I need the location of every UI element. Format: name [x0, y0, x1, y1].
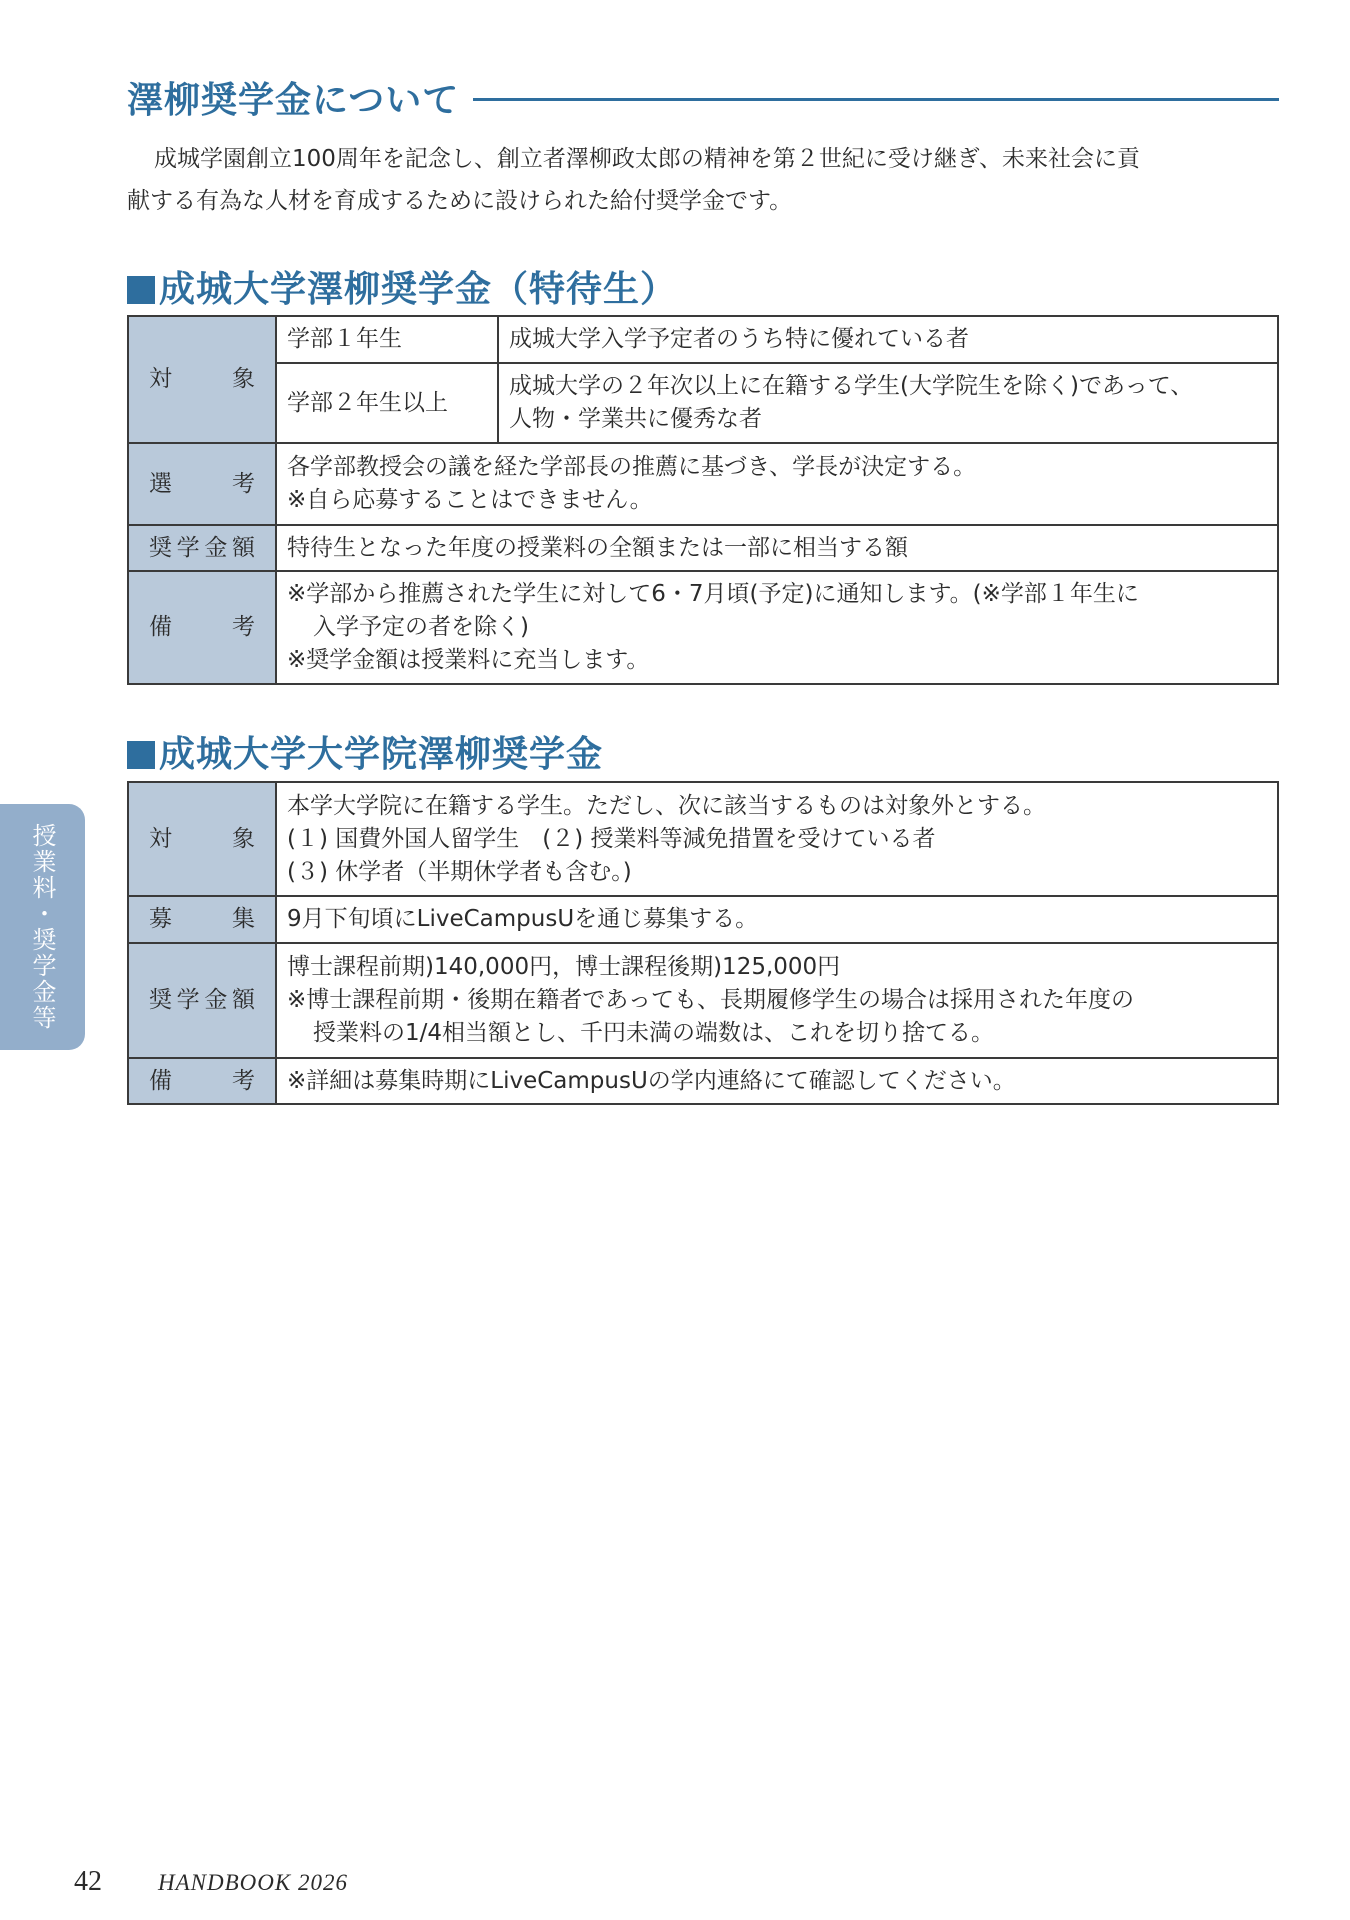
section2-heading — [127, 731, 603, 779]
square-bullet-icon — [127, 741, 155, 769]
section1-table — [127, 315, 1279, 685]
heading-rule — [473, 98, 1279, 101]
target-line: (１) 国費外国人留学生 (２) 授業料等減免措置を受けている者 — [287, 825, 936, 852]
page-number: 42 — [74, 1866, 102, 1897]
target-text — [498, 363, 1278, 443]
target-sub-label: 学部１年生 — [276, 316, 498, 363]
amount-line: ※博士課程前期・後期在籍者であっても、長期履修学生の場合は採用された年度の — [287, 987, 1135, 1013]
recruit-text: 9月下旬頃にLiveCampusUを通じ募集する。 — [276, 896, 1278, 943]
target-text — [276, 782, 1278, 896]
section1-target-label: 対 象 — [128, 316, 276, 443]
selection-line: 各学部教授会の議を経た学部長の推薦に基づき、学長が決定する。 — [287, 454, 977, 480]
intro-line-2: 献する有為な人材を育成するために設けられた給付奨学金です。 — [127, 188, 793, 214]
target-text: 成城大学入学予定者のうち特に優れている者 — [498, 316, 1278, 363]
section2-recruit-label: 募 集 — [128, 896, 276, 943]
amount-line: 博士課程前期)140,000円，博士課程後期)125,000円 — [287, 954, 841, 980]
table-row — [128, 571, 1278, 684]
section1-heading — [127, 266, 677, 314]
section1-selection-label: 選 考 — [128, 443, 276, 525]
amount-line: 授業料の1/4相当額とし、千円未満の端数は、これを切り捨てる。 — [313, 1020, 995, 1046]
section2-notes-label: 備 考 — [128, 1058, 276, 1104]
target-line: 本学大学院に在籍する学生。ただし、次に該当するものは対象外とする。 — [287, 792, 1046, 819]
table-row — [128, 525, 1278, 571]
notes-text — [276, 571, 1278, 684]
table-row — [128, 782, 1278, 896]
selection-text — [276, 443, 1278, 525]
section1-notes-label: 備 考 — [128, 571, 276, 684]
notes-line: 入学予定の者を除く) — [313, 614, 529, 640]
section2-target-label: 対 象 — [128, 782, 276, 896]
notes-line: ※奨学金額は授業料に充当します。 — [287, 647, 650, 673]
main-heading-text: 澤柳奨学金について — [127, 79, 460, 121]
side-tab-label: 授業料・奨学金等 — [28, 823, 56, 1031]
target-line: (３) 休学者（半期休学者も含む。) — [287, 858, 632, 885]
intro-paragraph — [127, 138, 1279, 222]
selection-line: ※自ら応募することはできません。 — [287, 487, 653, 513]
square-bullet-icon — [127, 276, 155, 304]
table-row — [128, 896, 1278, 943]
amount-text — [276, 943, 1278, 1058]
amount-text: 特待生となった年度の授業料の全額または一部に相当する額 — [276, 525, 1278, 571]
main-heading — [127, 72, 1279, 122]
section2-amount-label: 奨学金額 — [128, 943, 276, 1058]
table-row — [128, 316, 1278, 363]
notes-text: ※詳細は募集時期にLiveCampusUの学内連絡にて確認してください。 — [276, 1058, 1278, 1104]
table-row — [128, 363, 1278, 443]
section2-table — [127, 781, 1279, 1105]
table-row — [128, 943, 1278, 1058]
table-row — [128, 443, 1278, 525]
section2-title: 成城大学大学院澤柳奨学金 — [159, 734, 604, 775]
notes-line: ※学部から推薦された学生に対して6・7月頃(予定)に通知します。(※学部１年生に — [287, 581, 1139, 607]
footer-title: HANDBOOK 2026 — [158, 1870, 348, 1895]
target-text-line: 成城大学の２年次以上に在籍する学生(大学院生を除く)であって、 — [509, 373, 1194, 399]
target-text-line: 人物・学業共に優秀な者 — [509, 406, 762, 432]
intro-line-1: 成城学園創立100周年を記念し、創立者澤柳政太郎の精神を第２世紀に受け継ぎ、未来社会に貢 — [154, 146, 1140, 172]
target-sub-label: 学部２年生以上 — [276, 363, 498, 443]
side-index-tab — [0, 804, 85, 1050]
section1-title: 成城大学澤柳奨学金（特待生） — [159, 269, 678, 310]
table-row — [128, 1058, 1278, 1104]
section1-amount-label: 奨学金額 — [128, 525, 276, 571]
